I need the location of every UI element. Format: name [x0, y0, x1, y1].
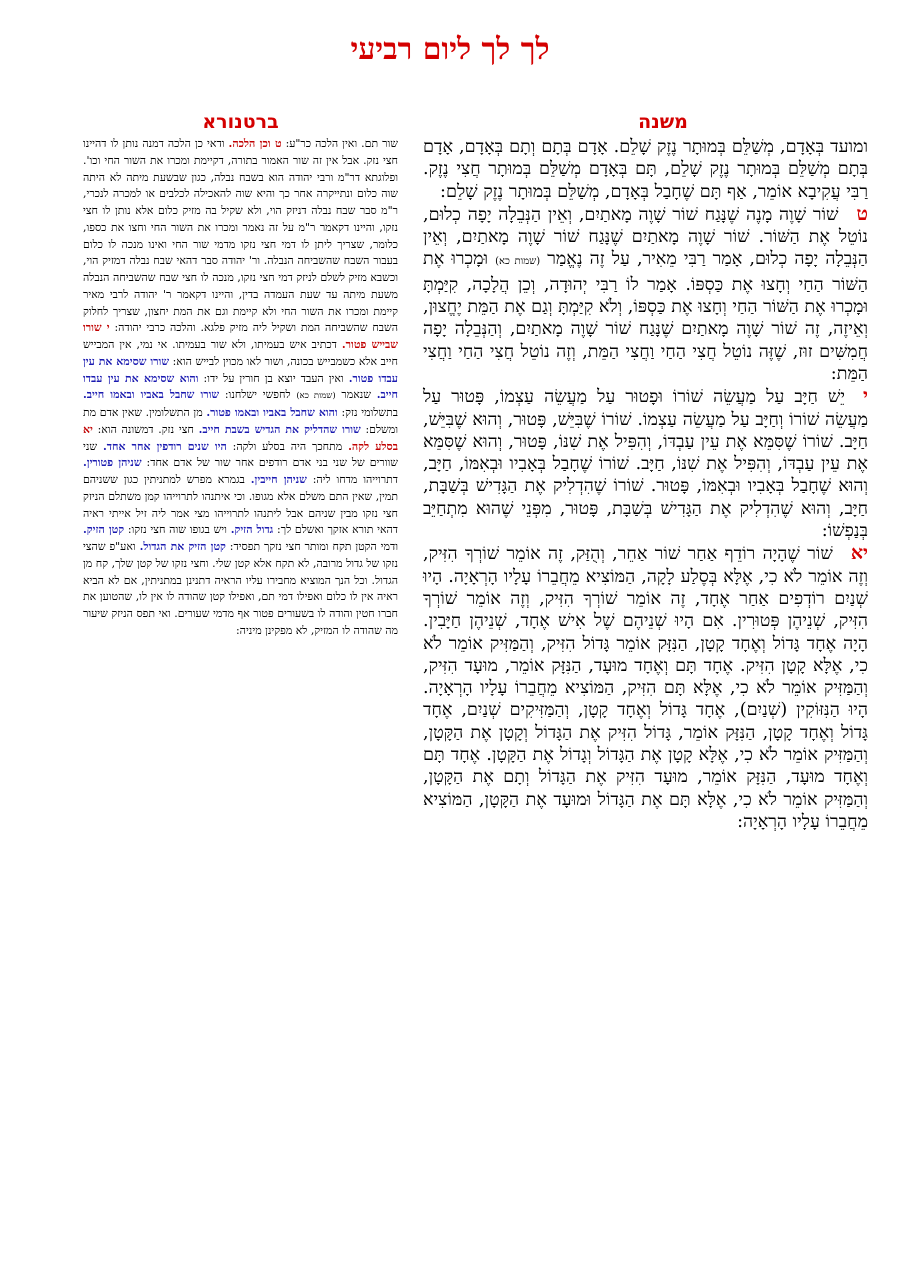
commentary-heading: שניהן פטורין. — [83, 456, 142, 470]
commentary-text: שני שוורים של שני בני אדם רודפים אחר שור של אדם אחד: — [83, 439, 398, 470]
mishna-number: יא — [850, 542, 868, 565]
bartenura-heading: ברטנורא — [202, 111, 279, 133]
mishna-heading: משנה — [638, 111, 688, 133]
mishna-number: ט — [856, 202, 868, 225]
commentary-heading: ט וכן הלכה. — [228, 137, 282, 150]
commentary-text: ויש בגופו שוה חצי נזקו: — [127, 523, 227, 537]
mishna-number: י — [863, 385, 868, 408]
commentary-heading: קטן הזיק. — [83, 523, 125, 537]
commentary-heading: שורו שחבל באביו ובאמו חייב. — [83, 388, 220, 402]
commentary-text: ודאי כן הלכה דמנה נותן לו דהיינו חצי נזק. אבל אין זה שור האמור בתורה, דקיימת ומכרו את השור החי וכו'. ופלוגתא דר"מ ורבי יהודה הוא בשבח נבלה, כגון שבשעת מיתה לא היתה שוה כלום ונתייקרה אחר כך והיא שוה להאכילה לכלבים או למכרה לנכרי, ר"מ סבר שבח נבלה דניזק הוי, ולא שקיל בה מזיק כלום אלא נותן לו חצי נזקו, והיינו דקאמר ר"מ על זה נאמר ומכרו את השור החי וחצו את כספו, כלומר, שצריך ליתן לו דמי חצי נזקו מדמי שור החי ואינו מנכה לו כלום בעבור השבח שהשביחה הנבלה. ור' יהודה סבר דהאי שבח נבלה דמזיק הוי, וכשבא מזיק לשלם לניזק דמי חצי נזקו, מנכה לו חצי שבח שהשביחה הנבלה משעת מיתה עד שעת העמדה בדין, והיינו דקאמר ר' יהודה לרבי מאיר קיימת ומכרו את השור החי ולא קיימת וגם את המת יחצון, שצריך לחלוק השבח שהשביחה המת ושקיל ליה מזיק פלגא. והלכה כרבי יהודה: — [83, 137, 398, 335]
commentary-heading: קטן הזיק את הגדול. — [139, 540, 226, 553]
verse-reference: (שמות כא) — [495, 256, 541, 268]
commentary-text: בגמרא מפרש למתניתין כגון ששניהם תמין, שאין התם משלם אלא מגופו. וכי איתנהו לתרוייהו קמן משתלם הניזק חצי נזקו מבין שניהם אבל ליתנהו לתרוייהו מצי אמר ליה זיל אייתי ראיה דהאי תורא אזקך ואשלם לך: — [83, 473, 398, 537]
commentary-heading: יא בסלע לקה. — [83, 422, 398, 453]
commentary-text: ואין העבד יוצא בן חורין על ידו: — [203, 371, 344, 385]
commentary-text: מתחכך היה בסלע ולקה: — [232, 439, 343, 453]
commentary-text: מן התשלומין. שאין אדם מת ומשלם: — [83, 406, 398, 436]
commentary-heading: היו שנים רודפין אחר אחד. — [102, 439, 227, 453]
commentary-heading: והוא שחבל באביו ובאמו פטור. — [206, 406, 338, 419]
mishna-paragraph-text: וּמָכְרוּ אֶת הַשּׁוֹר הַחַי וְחָצוּ אֶת כַּסְפּוֹ. אָמַר לוֹ רַבִּי יְהוּדָה, וְכֵן הֲלָכָה, קִיַּמְתָּ וּמָכְרוּ אֶת הַשּׁוֹר הַחַי וְחָצוּ אֶת כַּסְפּוֹ, וְלֹא קִיַּמְתָּ וְגַם אֶת הַמֵּת יֶחֱצוּן, וְאֵיזֶה, זֶה שׁוֹר שָׁוֶה מָאתַיִם שֶׁנָּגַח שׁוֹר שָׁוֶה מָאתַיִם, וְהַנְּבֵלָה יָפָה חֲמִשִּׁים זוּז, שֶׁזֶּה נוֹטֵל חֲצִי הַחַי וַחֲצִי הַמֵּת, וְזֶה נוֹטֵל חֲצִי הַחַי וַחֲצִי הַמֵּת: — [423, 249, 868, 384]
commentary-text: דכתיב איש בעמיתו, ולא שור בעמיתו. אי נמי, אין המבייש חייב אלא כשמבייש בכונה, ושור לאו מכוין לבייש הוא: — [83, 338, 398, 368]
commentary-heading: שניהן חייבין. — [250, 473, 307, 486]
commentary-text: לחפשי ישלחנו: — [224, 388, 291, 402]
mishna-paragraph-text: שׁוֹר שָׁוֶה מָנֶה שֶׁנָּגַח שׁוֹר שָׁוֶה מָאתַיִם, וְאֵין הַנְּבֵלָה יָפָה כְלוּם, נוֹטֵל אֶת הַשּׁוֹר. שׁוֹר שָׁוֶה מָאתַיִם שֶׁנָּגַח שׁוֹר שָׁוֶה מָאתַיִם, וְאֵין הַנְּבֵלָה יָפָה כְלוּם, אָמַר רַבִּי מֵאִיר, עַל זֶה נֶאֱמַר — [423, 204, 869, 270]
mishna-paragraph-text: ומועד בְּאָדָם, מְשַׁלֵּם בְּמוּתָר נֶזֶק שָׁלֵם. אָדָם בְּתָם וְתָם בְּאָדָם, אָדָם בְּתָם מְשַׁלֵּם בְּמוּתָר נֶזֶק שָׁלֵם, תָּם בְּאָדָם מְשַׁלֵּם בְּמוּתָר חֲצִי נֶזֶק. רַבִּי עֲקִיבָא אוֹמֵר, אַף תָּם שֶׁחָבַל בְּאָדָם, מְשַׁלֵּם בְּמוּתָר נֶזֶק שָׁלֵם: — [423, 137, 868, 202]
commentary-heading: גדול הזיק. — [230, 523, 274, 537]
commentary-text: דתרוייהו מדחו ליה: — [312, 473, 398, 486]
mishna-paragraph-text: יֵשׁ חַיָּב עַל מַעֲשֵׂה שׁוֹרוֹ וּפָטוּר עַל מַעֲשֵׂה עַצְמוֹ, פָּטוּר עַל מַעֲשֵׂה שׁוֹרוֹ וְחַיָּב עַל מַעֲשֵׂה עַצְמוֹ. שׁוֹרוֹ שֶׁבִּיֵּשׁ, פָּטוּר, וְהוּא שֶׁבִּיֵּשׁ, חַיָּב. שׁוֹרוֹ שֶׁסִּמֵּא אֶת עֵין עַבְדּוֹ, וְהִפִּיל אֶת שִׁנּוֹ, פָּטוּר, וְהוּא שֶׁסִּמֵּא אֶת עֵין עַבְדּוֹ, וְהִפִּיל אֶת שִׁנּוֹ, חַיָּב. שׁוֹרוֹ שֶׁחָבַל בְּאָבִיו וּבְאִמּוֹ, חַיָּב, וְהוּא שֶׁחָבַל בְּאָבִיו וּבְאִמּוֹ, פָּטוּר. שׁוֹרוֹ שֶׁהִדְלִיק אֶת הַגָּדִישׁ בְּשַׁבָּת, חַיָּב, וְהוּא שֶׁהִדְלִיק אֶת הַגָּדִישׁ בְּשַׁבָּת, פָּטוּר, מִפְּנֵי שֶׁהוּא מִתְחַיֵּב בְּנַפְשׁוֹ: — [423, 387, 868, 542]
commentary-heading: שורו שסימא את עין עבדו פטור. — [83, 354, 398, 385]
verse-reference: (שמות כא) — [296, 391, 336, 402]
commentary-text: חצי נזק. דמשונה הוא: — [97, 422, 194, 436]
commentary-heading: והוא שסימא את עין עבדו חייב. — [83, 371, 398, 402]
commentary-text: שנאמר — [341, 388, 371, 402]
commentary-heading: י שורו שבייש פטור. — [83, 321, 398, 351]
mishna-text — [93, 136, 868, 1136]
mishna-paragraph-text: שׁוֹר שֶׁהָיָה רוֹדֵף אַחַר שׁוֹר אַחֵר, וְהֻזַּק, זֶה אוֹמֵר שׁוֹרְךָ הִזִּיק, וְזֶה אוֹמֵר לֹא כִי, אֶלָּא בְּסֶלַע לָקָה, הַמּוֹצִיא מֵחֲבֵרוֹ עָלָיו הָרְאָיָה. הָיוּ שְׁנַיִם רוֹדְפִים אַחַר אֶחָד, זֶה אוֹמֵר שׁוֹרְךָ הִזִּיק, וְזֶה אוֹמֵר שׁוֹרְךָ הִזִּיק, שְׁנֵיהֶן פְּטוּרִין. אִם הָיוּ שְׁנֵיהֶם שֶׁל אִישׁ אֶחָד, שְׁנֵיהֶן חַיָּבִין. הָיָה אֶחָד גָּדוֹל וְאֶחָד קָטָן, הַנִּזָּק אוֹמֵר גָּדוֹל הִזִּיק, וְהַמַּזִּיק אוֹמֵר לֹא כִי, אֶלָּא קָטָן הִזִּיק. אֶחָד תָּם וְאֶחָד מוּעָד, הַנִּזָּק אוֹמֵר, מוּעָד הִזִּיק, וְהַמַּזִּיק אוֹמֵר לֹא כִי, אֶלָּא תָּם הִזִּיק, הַמּוֹצִיא מֵחֲבֵרוֹ עָלָיו הָרְאָיָה. הָיוּ הַנִּזּוֹקִין (שְׁנַיִם), אֶחָד גָּדוֹל וְאֶחָד קָטָן, וְהַמַּזִּיקִים שְׁנַיִם, אֶחָד גָּדוֹל וְאֶחָד קָטָן, הַנִּזָּק אוֹמֵר, גָּדוֹל הִזִּיק אֶת הַגָּדוֹל וְקָטָן אֶת הַקָּטָן, וְהַמַּזִּיק אוֹמֵר לֹא כִי, אֶלָּא קָטָן אֶת הַגָּדוֹל וְגָדוֹל אֶת הַקָּטָן. אֶחָד תָּם וְאֶחָד מוּעָד, הַנִּזָּק אוֹמֵר, מוּעָד הִזִּיק אֶת הַגָּדוֹל וְתָם אֶת הַקָּטָן, וְהַמַּזִּיק אוֹמֵר לֹא כִי, אֶלָּא תָּם אֶת הַגָּדוֹל וּמוּעָד אֶת הַקָּטָן, הַמּוֹצִיא מֵחֲבֵרוֹ עָלָיו הָרְאָיָה: — [423, 544, 868, 832]
commentary-text: ואע"פ שהצי נזקו של גדול מרובה, לא תקח אלא קטן שלי. וחצי נזקו של קטן שלך, קח מן הגדול. וכל הנך המוציא מחבירו עליו הראיה דתנינן במתניתין, אם לא הביא ראיה אין לו כלום ואפילו דמי תם, ואפילו קטן שהודה לו אין לו, שהטוען את חברו חטין והודה לו בשעורים פטור אף מדמי שעורים. ואי תפס הניזק שיעור מה שהודה לו המזיק, לא מפקינן מיניה: — [83, 540, 398, 637]
commentary-text: שור תם. ואין הלכה כר"ע: — [285, 137, 398, 150]
page-title: לך לך ליום רביעי — [350, 32, 550, 67]
commentary-column-space — [93, 136, 423, 1008]
commentary-text: בתשלומי נזק: — [341, 406, 398, 419]
commentary-text: ודמי הקטן תקח ומותר חצי נזקך תפסיד: — [229, 540, 398, 553]
commentary-heading: שורו שהדליק את הגדיש בשבת חייב. — [198, 422, 361, 436]
